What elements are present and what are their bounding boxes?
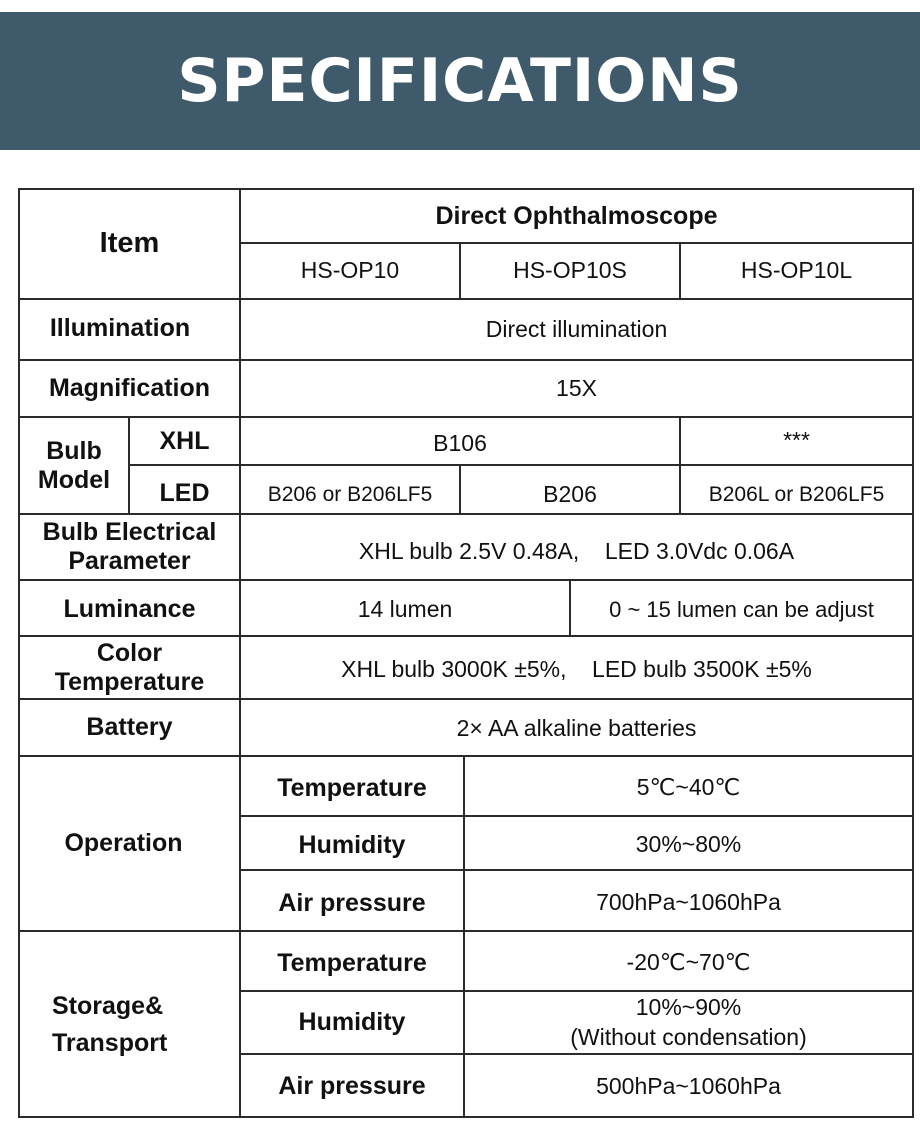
- model-name: HS-OP10L: [740, 257, 853, 284]
- operation-humidity-value: 30%~80%: [635, 831, 742, 858]
- storage-air-pressure-label: Air pressure: [278, 1072, 426, 1101]
- bulb-electrical-value: XHL bulb 2.5V 0.48A, LED 3.0Vdc 0.06A: [358, 538, 795, 565]
- battery-value: 2× AA alkaline batteries: [456, 714, 697, 741]
- product-name: Direct Ophthalmoscope: [435, 201, 718, 230]
- xhl-value-l: ***: [783, 427, 810, 454]
- operation-air-pressure-value: 700hPa~1060hPa: [596, 889, 781, 916]
- model-name: HS-OP10S: [513, 257, 627, 284]
- luminance-value: 14 lumen: [357, 596, 453, 623]
- illumination-value: Direct illumination: [485, 315, 668, 342]
- illumination-label: Illumination: [49, 313, 191, 342]
- operation-temperature-value: 5℃~40℃: [636, 774, 741, 801]
- storage-humidity-value: 10%~90% (Without condensation): [570, 993, 807, 1050]
- magnification-label: Magnification: [48, 374, 211, 403]
- storage-temperature-value: -20℃~70℃: [626, 949, 751, 976]
- operation-air-pressure-label: Air pressure: [278, 888, 426, 917]
- header-banner: [0, 12, 920, 150]
- magnification-value: 15X: [556, 374, 597, 401]
- led-label: LED: [159, 478, 210, 507]
- operation-humidity-label: Humidity: [298, 830, 406, 859]
- operation-temperature-label: Temperature: [277, 773, 427, 802]
- item-header: Item: [99, 227, 160, 260]
- storage-humidity-label: Humidity: [298, 1008, 406, 1037]
- storage-transport-label: Storage& Transport: [52, 991, 168, 1057]
- led-value: B206L or B206LF5: [708, 483, 885, 507]
- model-name: HS-OP10: [300, 257, 400, 284]
- storage-temperature-label: Temperature: [277, 948, 427, 977]
- led-value: B206: [543, 481, 597, 508]
- operation-label: Operation: [64, 829, 183, 858]
- storage-air-pressure-value: 500hPa~1060hPa: [596, 1072, 781, 1099]
- xhl-value: B106: [433, 430, 487, 457]
- battery-label: Battery: [86, 713, 173, 742]
- page-title: SPECIFICATIONS: [177, 46, 743, 116]
- led-value: B206 or B206LF5: [267, 483, 433, 507]
- luminance-adjust-value: 0 ~ 15 lumen can be adjust: [609, 596, 874, 622]
- bulb-electrical-label: Bulb Electrical Parameter: [42, 518, 217, 575]
- bulb-model-label: Bulb Model: [37, 436, 111, 494]
- luminance-label: Luminance: [63, 594, 196, 623]
- xhl-label: XHL: [159, 426, 210, 455]
- color-temperature-label: Color Temperature: [54, 638, 205, 696]
- color-temperature-value: XHL bulb 3000K ±5%, LED bulb 3500K ±5%: [341, 655, 812, 682]
